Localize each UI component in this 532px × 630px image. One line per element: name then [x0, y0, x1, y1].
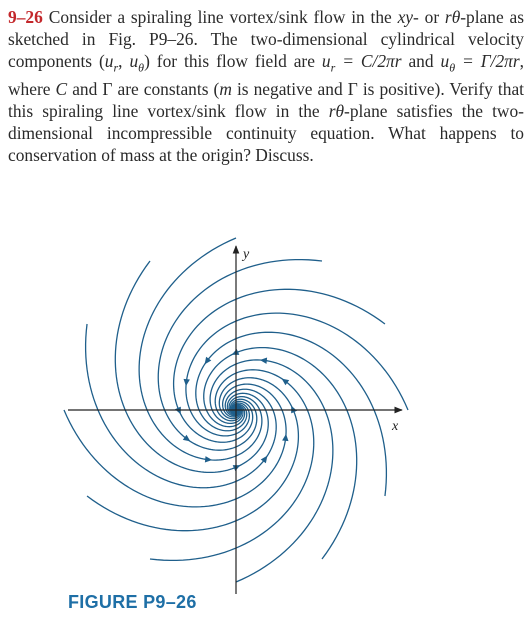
utheta-symbol: u: [129, 51, 139, 71]
problem-text-7: and Γ are constants (: [67, 79, 220, 100]
problem-text-4: ) for this flow field are: [144, 51, 322, 71]
streamline-arrowhead: [282, 379, 290, 386]
y-axis-label: y: [243, 247, 250, 262]
eq1-rhs: = C/2πr: [335, 51, 402, 71]
eq1-subscript: r: [330, 60, 336, 75]
problem-text-2: - or: [413, 7, 445, 27]
m-symbol: m: [219, 79, 232, 100]
streamline-arrowhead: [261, 456, 268, 464]
eq2-rhs: = Γ/2πr: [455, 51, 520, 71]
problem-text-3: -plane as sketched in Fig. P9–26. The two-dimensional cylindrical velocity components (: [8, 7, 524, 71]
streamline-arrowhead: [183, 435, 191, 442]
problem-text-9: -plane satisfies the two-dimensional incompressible continuity equation. What happens to conservation of mass at the origin? Discuss.: [8, 101, 524, 166]
ur-subscript: r: [113, 60, 119, 75]
streamline: [210, 360, 333, 582]
comma: ,: [118, 51, 130, 71]
eq2-lhs: u: [440, 51, 450, 71]
problem-statement: [8, 6, 524, 166]
streamline: [64, 384, 286, 507]
vortex-sink-figure: [0, 232, 532, 600]
streamline: [186, 313, 408, 436]
eq2-subscript: θ: [449, 60, 456, 75]
figure-caption: FIGURE P9–26: [68, 592, 197, 612]
problem-text-1: Consider a spiraling line vortex/sink flow in the: [48, 7, 398, 27]
streamline: [139, 238, 262, 460]
eq1-lhs: u: [321, 51, 331, 71]
C-symbol: C: [55, 79, 68, 100]
ur-symbol: u: [104, 51, 114, 71]
x-axis-label: x: [392, 419, 399, 434]
problem-number: 9–26: [8, 7, 43, 27]
rtheta-plane-symbol-2: rθ: [328, 101, 345, 122]
problem-text-8: is negative and Γ is positive). Verify that this spiraling line vortex/sink flow in the: [8, 79, 524, 122]
problem-text-5: and: [401, 51, 441, 71]
streamline-arrowhead: [205, 357, 212, 365]
problem-text-6: , where: [8, 51, 524, 100]
utheta-subscript: θ: [138, 60, 145, 75]
xy-plane-symbol: xy: [397, 7, 414, 27]
rtheta-plane-symbol: rθ: [444, 7, 461, 27]
